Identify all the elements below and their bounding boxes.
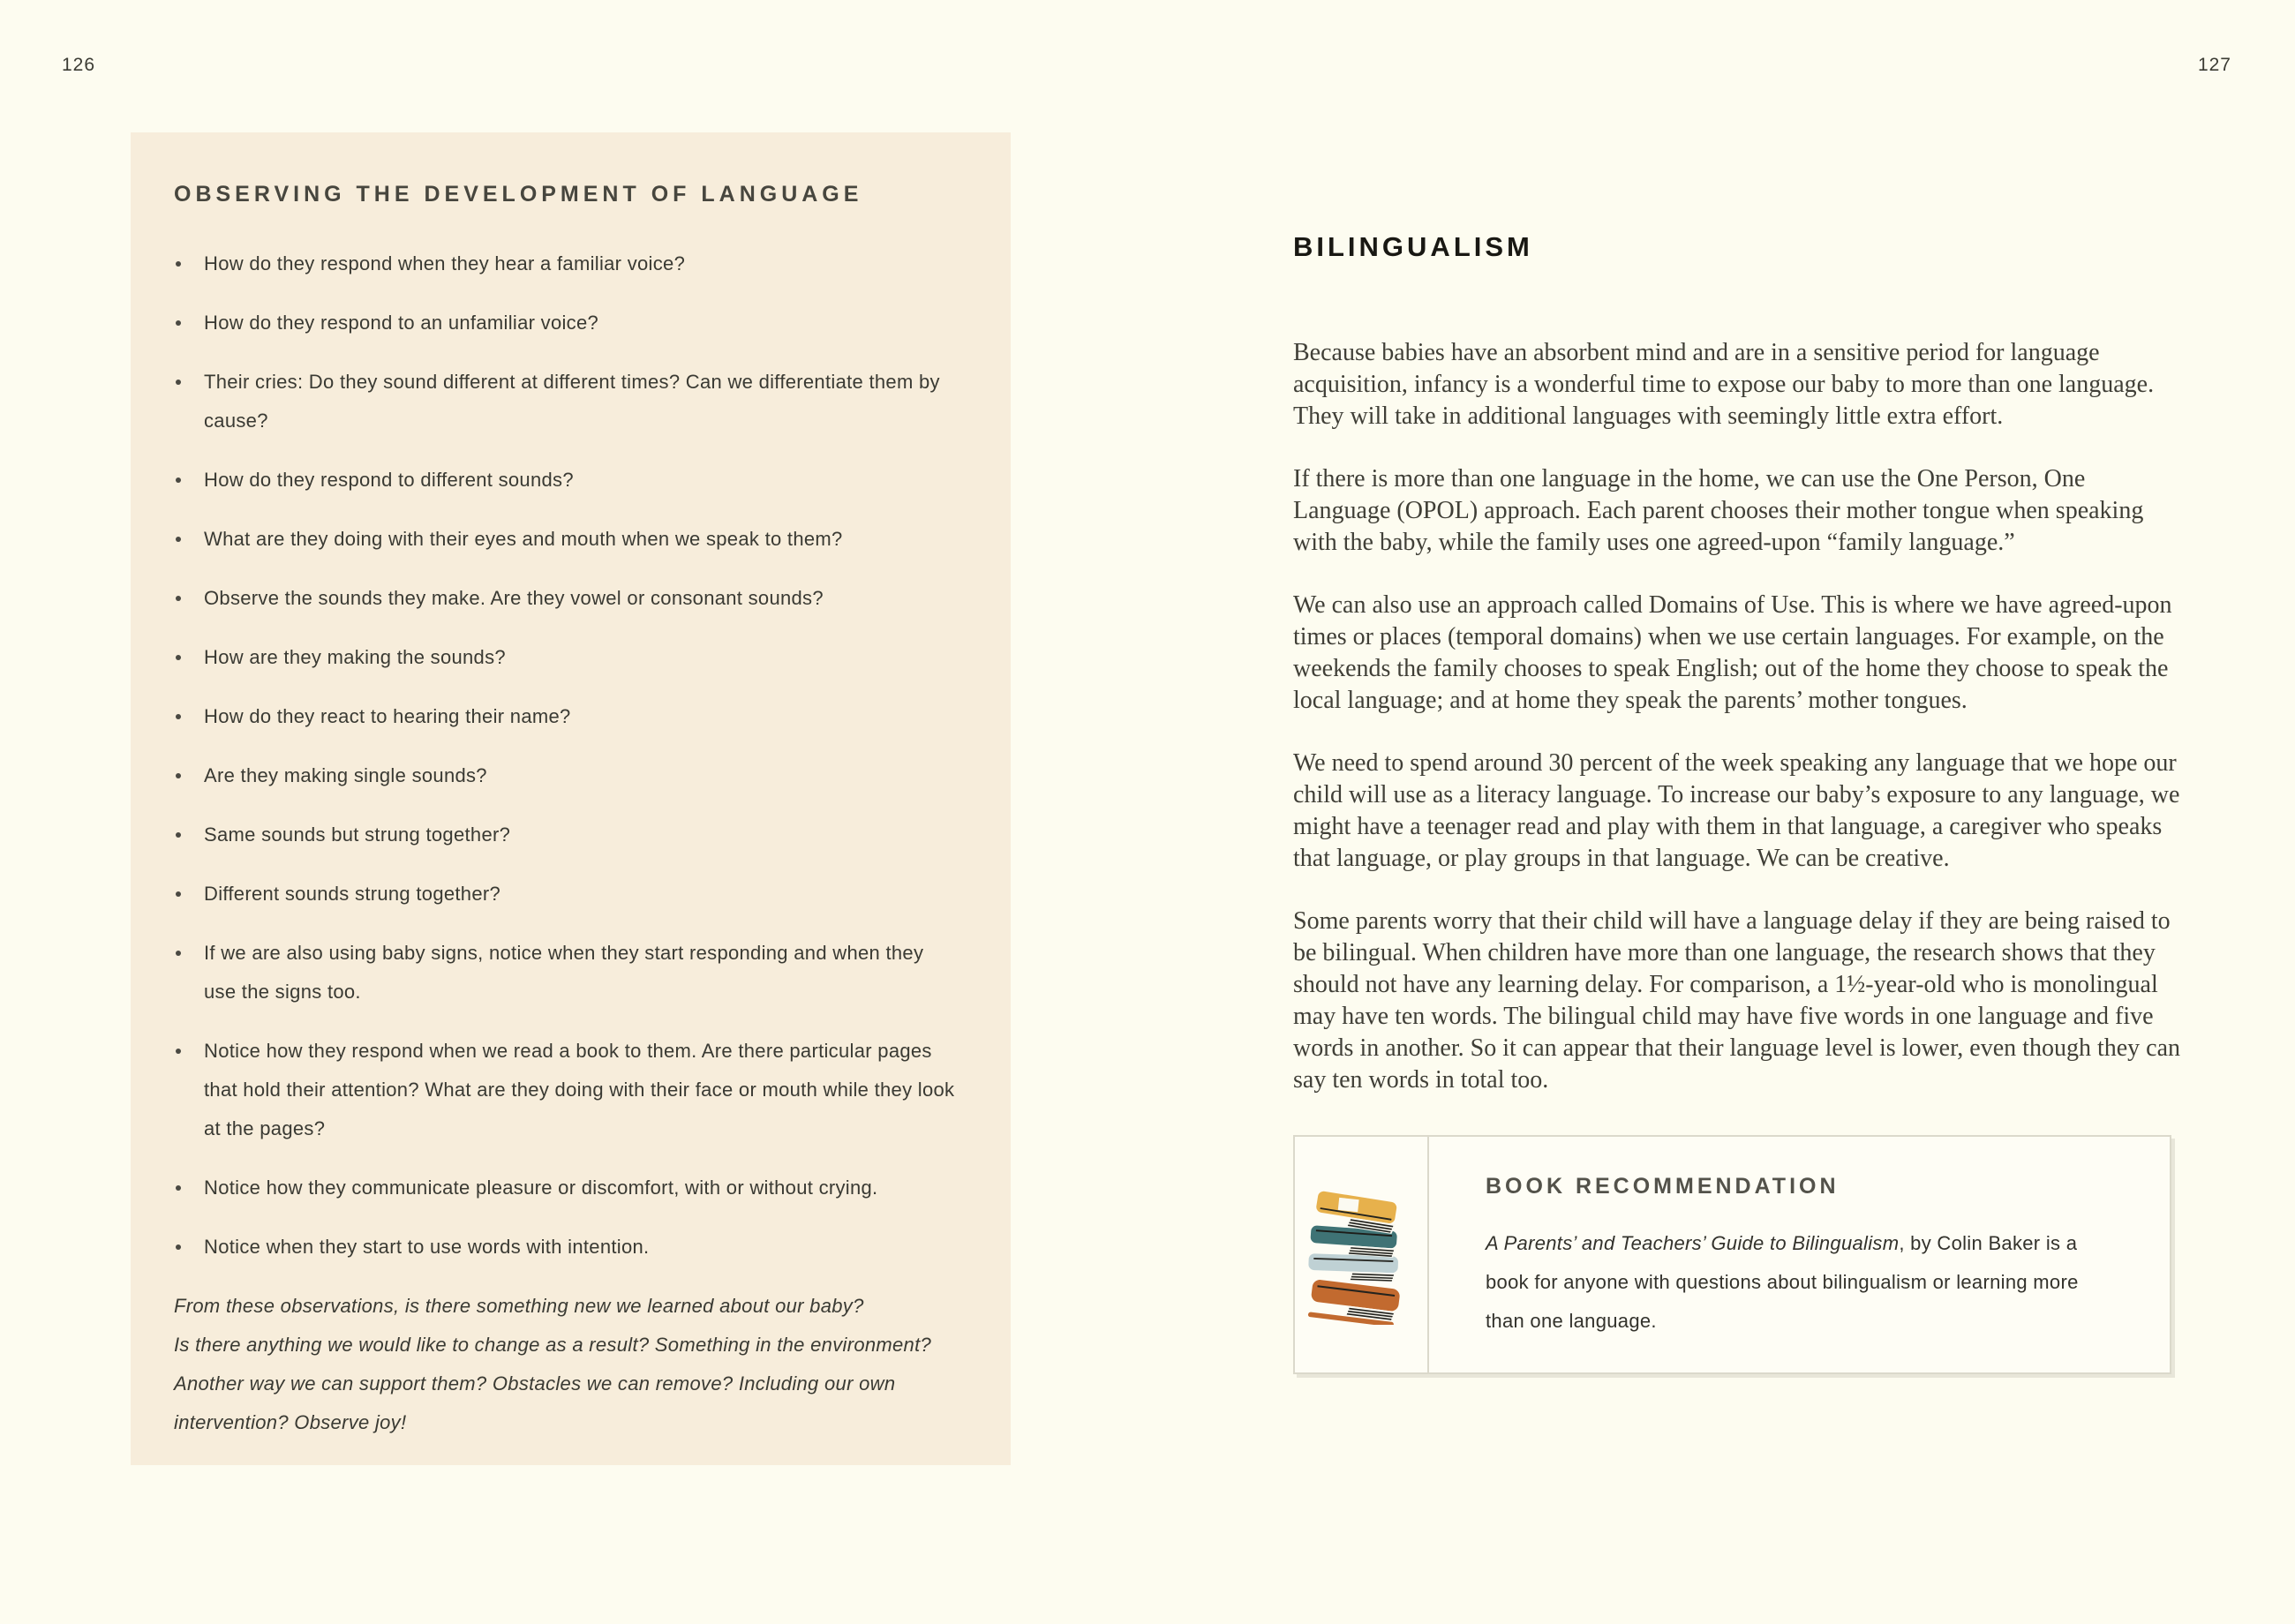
body-paragraph: If there is more than one language in the home, we can use the One Person, One Language (OPOL) approach. Each parent chooses their mother tongue when speaking with the baby, while the family uses one agreed-upon “family language.” bbox=[1293, 465, 2144, 556]
right-page-number: 127 bbox=[2197, 55, 2231, 75]
book-recommendation-text bbox=[1486, 1224, 2118, 1341]
closing-note-line: From these observations, is there something new we learned about our baby? bbox=[174, 1295, 864, 1317]
observation-item: If we are also using baby signs, notice when they start responding and when they use the signs too. bbox=[174, 934, 961, 1011]
body-paragraph: We can also use an approach called Domains of Use. This is where we have agreed-upon times or places (temporal domains) when we use certain languages. For example, on the weekends the family chooses to speak English; out of the home they choose to speak the local language; and at home they speak the parents’ mother tongues. bbox=[1293, 591, 2172, 714]
closing-note bbox=[174, 1287, 961, 1442]
books-illustration-cell bbox=[1295, 1137, 1429, 1372]
observation-item: Same sounds but strung together? bbox=[174, 816, 961, 854]
observation-item: Notice when they start to use words with intention. bbox=[174, 1228, 961, 1267]
closing-note-line: intervention? Observe joy! bbox=[174, 1411, 407, 1433]
observation-item: How do they respond to different sounds? bbox=[174, 461, 961, 500]
book-orange bbox=[1307, 1278, 1400, 1324]
book-recommendation-title: BOOK RECOMMENDATION bbox=[1486, 1174, 1840, 1199]
observation-item: How are they making the sounds? bbox=[174, 638, 961, 677]
observation-item: Observe the sounds they make. Are they vowel or consonant sounds? bbox=[174, 579, 961, 618]
observation-item: What are they doing with their eyes and mouth when we speak to them? bbox=[174, 520, 961, 559]
body-paragraph: Some parents worry that their child will have a language delay if they are being raised to be bilingual. When children have more than one language, the research shows that they should not have any learning delay. For comparison, a 1½-year-old who is monolingual may have ten words. The bilingual child may have five words in one language and five words in another. So it can appear that their language level is lower, even though they can say ten words in total too. bbox=[1293, 907, 2181, 1094]
section-heading: BILINGUALISM bbox=[1293, 231, 1533, 262]
observation-item: How do they respond when they hear a familiar voice? bbox=[174, 244, 961, 283]
body-paragraph: Because babies have an absorbent mind and are in a sensitive period for language acquisition, infancy is a wonderful time to expose our baby to more than one language. They will take in additional languages with seemingly little extra effort. bbox=[1293, 339, 2155, 430]
book-recommendation-box bbox=[1293, 1135, 2171, 1374]
stacked-books-icon bbox=[1307, 1185, 1415, 1325]
closing-note-line: Is there anything we would like to change as a result? Something in the environment? bbox=[174, 1334, 932, 1356]
observation-panel bbox=[131, 132, 1011, 1465]
observation-list bbox=[174, 244, 961, 1267]
book-recommendation-content bbox=[1429, 1137, 2170, 1372]
observation-item: Notice how they respond when we read a book to them. Are there particular pages that hold their attention? What are they doing with their face or mouth while they look at the pages? bbox=[174, 1032, 961, 1148]
body-paragraph: We need to spend around 30 percent of the week speaking any language that we hope our child will use as a literacy language. To increase our baby’s exposure to any language, we might have a teenager read and play with them in that language, a caregiver who speaks that language, or play groups in that language. We can be creative. bbox=[1293, 749, 2180, 872]
observation-panel-title: OBSERVING THE DEVELOPMENT OF LANGUAGE bbox=[174, 182, 863, 207]
observation-item: Different sounds strung together? bbox=[174, 875, 961, 914]
observation-item: Are they making single sounds? bbox=[174, 756, 961, 795]
observation-item: Notice how they communicate pleasure or discomfort, with or without crying. bbox=[174, 1169, 961, 1207]
book-pale-blue bbox=[1308, 1253, 1398, 1282]
observation-item: Their cries: Do they sound different at different times? Can we differentiate them by cause? bbox=[174, 363, 961, 440]
observation-item: How do they react to hearing their name? bbox=[174, 697, 961, 736]
closing-note-line: Another way we can support them? Obstacles we can remove? Including our own bbox=[174, 1372, 896, 1395]
left-page-number: 126 bbox=[62, 55, 96, 75]
observation-item: How do they respond to an unfamiliar voice? bbox=[174, 304, 961, 342]
bilingualism-section bbox=[1293, 231, 2186, 1374]
book-blurb-rest: , by Colin Baker is a book for anyone with questions about bilingualism or learning more than one language. bbox=[1486, 1232, 2079, 1332]
book-title-italic: A Parents’ and Teachers’ Guide to Bilingualism bbox=[1486, 1232, 1900, 1254]
body-paragraphs bbox=[1293, 337, 2186, 1096]
